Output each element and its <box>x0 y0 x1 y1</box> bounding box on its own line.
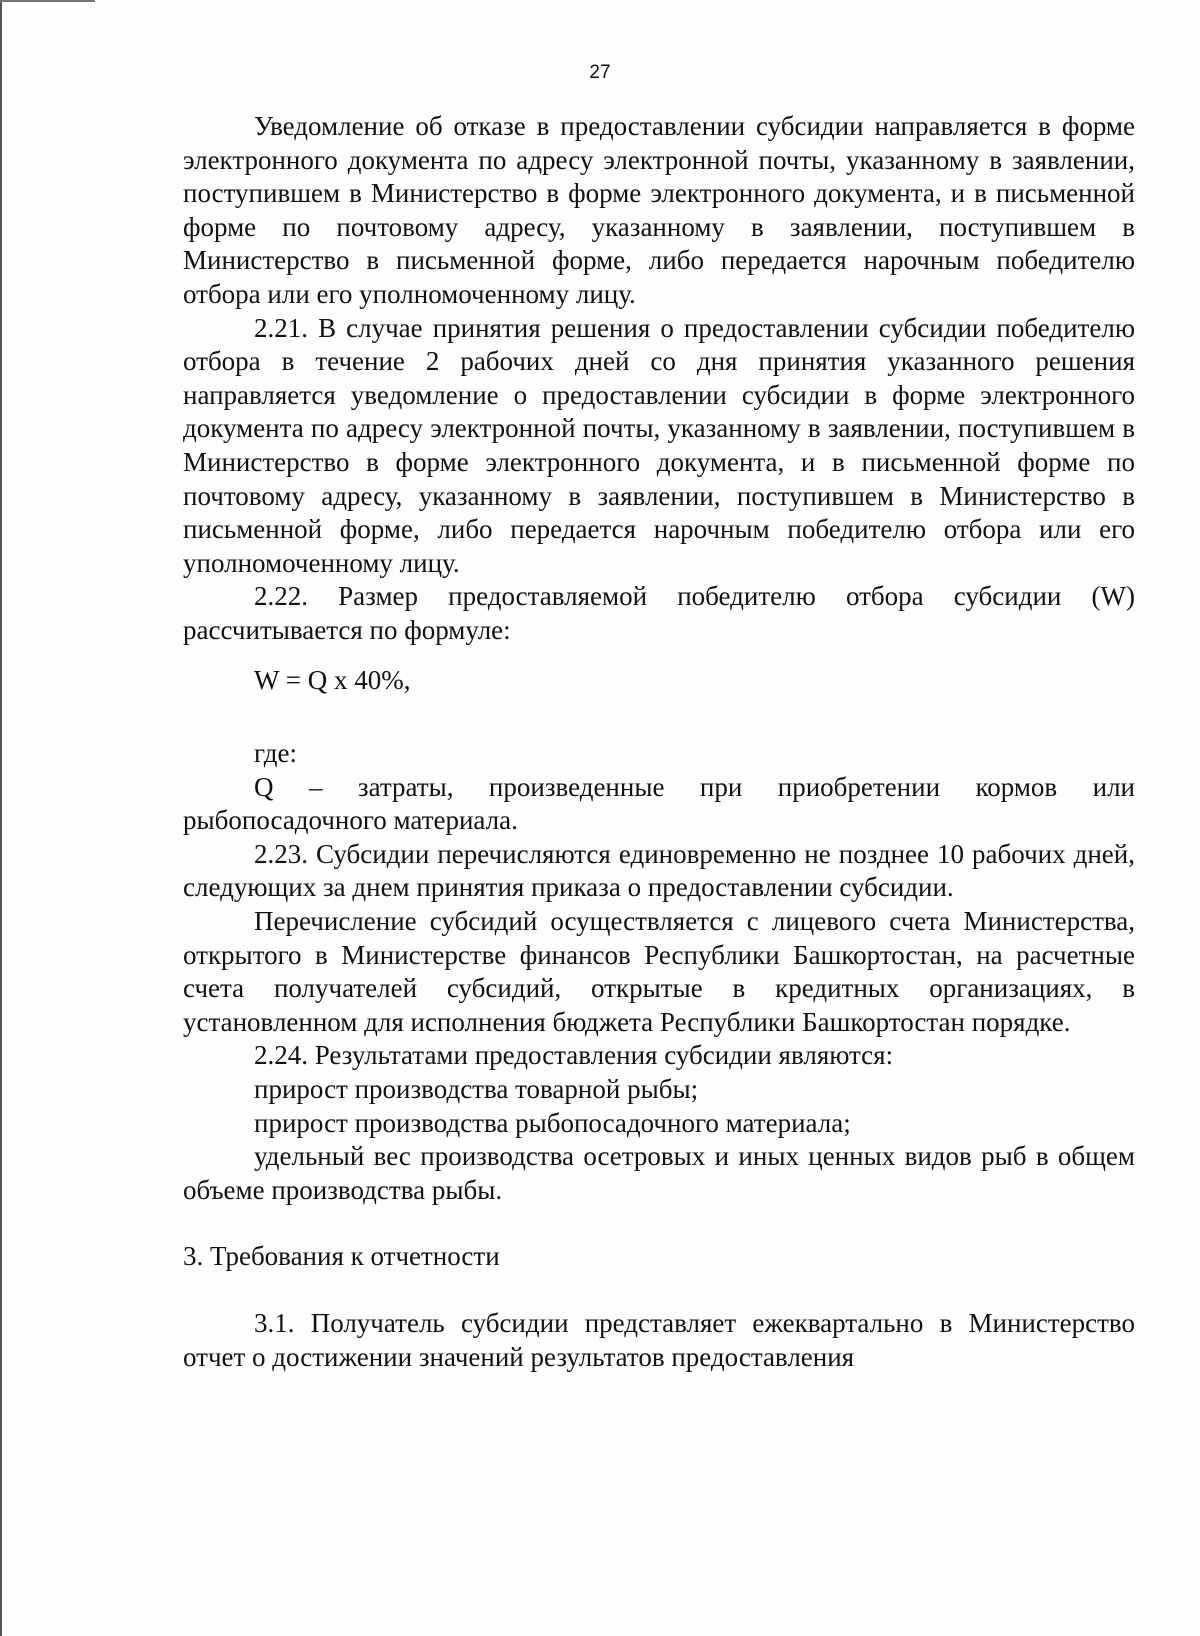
section-heading: 3. Требования к отчетности <box>183 1241 500 1272</box>
formula-where-label: где: <box>254 738 297 769</box>
paragraph-refusal-notice: Уведомление об отказе в предоставлении субсидии направляется в форме электронного документа по адресу электронной почты, указанному в заявлении, поступившем в Министерство в форме электронного документа, и в письменной форме по почтовому адресу, указанному в заявлении, поступившем в Министерство в письменной форме, либо передается нарочным победителю отбора или его уполномоченному лицу. <box>183 111 1135 309</box>
paragraph-transfer: Перечисление субсидий осуществляется с лицевого счета Министерства, открытого в Министерстве финансов Республики Башкортостан, на расчетные счета получателей субсидий, открытые в кредитных организациях, в установленном для исполнения бюджета Республики Башкортостан порядке. <box>183 906 1135 1037</box>
paragraph-2-21: 2.21. В случае принятия решения о предоставлении субсидии победителю отбора в течение 2 рабочих дней со дня принятия указанного решения направляется уведомление о предоставлении субсидии в форме электронного документа по адресу электронной почты, указанному в заявлении, поступившем в Министерство в форме электронного документа, и в письменной форме по почтовому адресу, указанному в заявлении, поступившем в Министерство в письменной форме, либо передается нарочным победителю отбора или его уполномоченному лицу. <box>183 312 1135 578</box>
paragraph-3-1: 3.1. Получатель субсидии представляет ежеквартально в Министерство отчет о достижении значений результатов предоставления <box>183 1308 1135 1372</box>
scan-top-line <box>0 0 95 2</box>
scan-edge-line <box>0 0 2 1636</box>
paragraph-2-23: 2.23. Субсидии перечисляются единовременно не позднее 10 рабочих дней, следующих за днем принятия приказа о предоставлении субсидии. <box>183 838 1135 903</box>
formula: W = Q x 40%, <box>254 664 411 695</box>
result-item-1: прирост производства товарной рыбы; <box>254 1074 699 1105</box>
page-number: 27 <box>589 62 611 83</box>
document-body <box>183 110 1135 1374</box>
paragraph-2-22: 2.22. Размер предоставляемой победителю отбора субсидии (W) рассчитывается по формуле: <box>183 581 1135 645</box>
formula-variable-q: Q – затраты, произведенные при приобретении кормов или рыбопосадочного материала. <box>183 771 1135 836</box>
result-item-2: прирост производства рыбопосадочного материала; <box>254 1107 851 1138</box>
result-item-3: удельный вес производства осетровых и иных ценных видов рыб в общем объеме производства рыбы. <box>183 1141 1135 1205</box>
paragraph-2-24: 2.24. Результатами предоставления субсидии являются: <box>254 1040 894 1071</box>
